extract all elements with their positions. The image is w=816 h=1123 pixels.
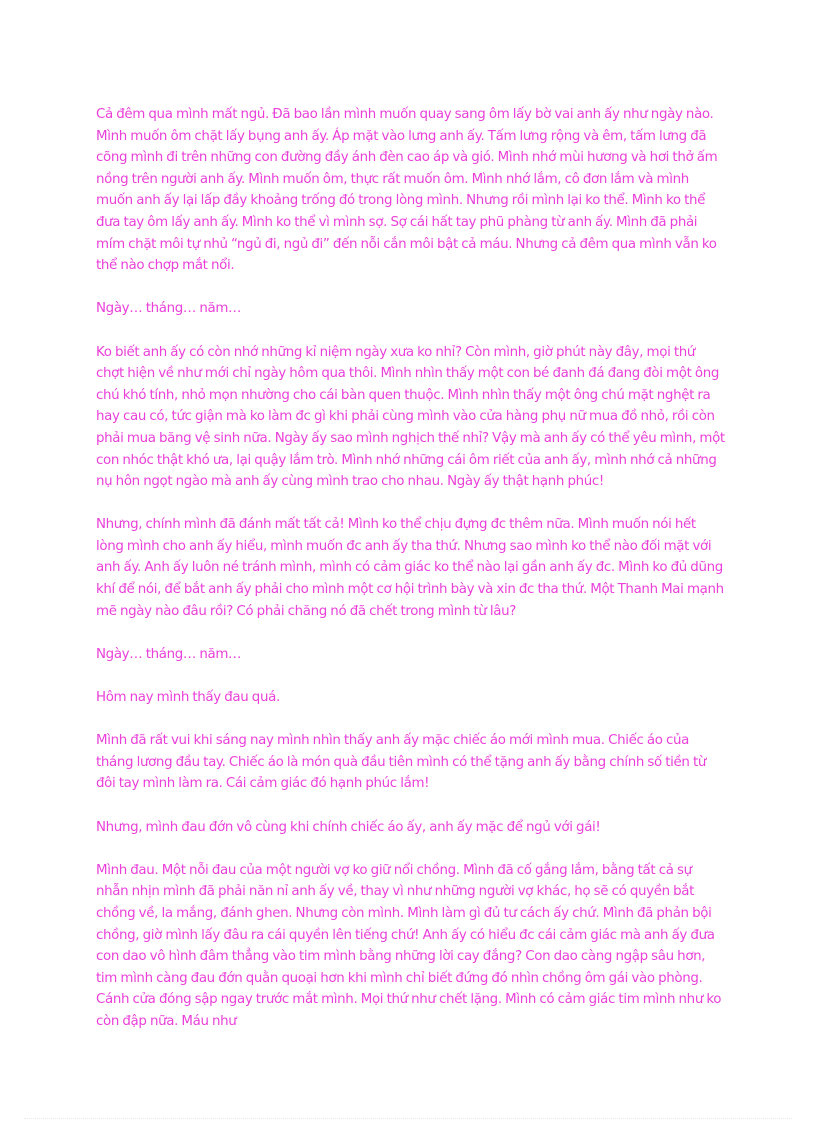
paragraph-pain: Mình đau. Một nỗi đau của một người vợ ko giữ nổi chồng. Mình đã cố gắng lắm, bằng tất cả sự nhẫn nhịn mình đã phải năn nỉ anh ấy về, thay vì như những người vợ khác, họ sẽ có quyền bắt chồng về, la mắng, đánh ghen. Nhưng còn mình. Mình làm gì đủ tư cách ấy chứ. Mình đã phản bội chồng, giờ mình lấy đâu ra cái quyền lên tiếng chứ! Anh ấy có hiểu đc cái cảm giác mà anh ấy đưa con dao vô hình đâm thẳng vào tim mình bằng những lời cay đắng? Con dao càng ngập sâu hơn, tim mình càng đau đớn quằn quoại hơn khi mình chỉ biết đứng đó nhìn chồng ôm gái vào phòng. Cánh cửa đóng sập ngay trước mắt mình. Mọi thứ như chết lặng. Mình có cảm giác tim mình như ko còn đập nữa. Máu như xyxy=(96,862,722,1029)
paragraph-hurting-today: Hôm nay mình thấy đau quá. xyxy=(96,690,280,706)
paragraph-new-shirt: Mình đã rất vui khi sáng nay mình nhìn thấy anh ấy mặc chiếc áo mới mình mua. Chiếc áo của tháng lương đầu tay. Chiếc áo là món quà đầu tiên mình có thể tặng anh ấy bằng chính số tiền từ đôi tay mình làm ra. Cái cảm giác đó hạnh phúc lắm! xyxy=(96,733,707,792)
date-heading: Ngày… tháng… năm… xyxy=(96,301,242,317)
document-body xyxy=(96,104,726,1054)
date-heading: Ngày… tháng… năm… xyxy=(96,646,242,662)
paragraph-sleepless-night: Cả đêm qua mình mất ngủ. Đã bao lần mình muốn quay sang ôm lấy bờ vai anh ấy như ngày nào. Mình muốn ôm chặt lấy bụng anh ấy. Áp mặt vào lưng anh ấy. Tấm lưng rộng và êm, tấm lưng đã cõng mình đi trên những con đường đầy ánh đèn cao áp và gió. Mình nhớ mùi hương và hơi thở ấm nồng trên người anh ấy. Mình muốn ôm, thực rất muốn ôm. Mình nhớ lắm, cô đơn lắm và mình muốn anh ấy lại lấp đầy khoảng trống đó trong lòng mình. Nhưng rồi mình lại ko thể. Mình ko thể đưa tay ôm lấy anh ấy. Mình ko thể vì mình sợ. Sợ cái hất tay phũ phàng từ anh ấy. Mình đã phải mím chặt môi tự nhủ “ngủ đi, ngủ đi” đến nỗi cắn môi bật cả máu. Nhưng cả đêm qua mình vẫn ko thể nào chợp mắt nổi. xyxy=(96,107,718,274)
page-bottom-edge xyxy=(24,1118,792,1119)
paragraph-lost-everything: Nhưng, chính mình đã đánh mất tất cả! Mình ko thể chịu đựng đc thêm nữa. Mình muốn nói hết lòng mình cho anh ấy hiểu, mình muốn đc anh ấy tha thứ. Nhưng sao mình ko thể nào đối mặt với anh ấy. Anh ấy luôn né tránh mình, mình có cảm giác ko thể nào lại gần anh ấy đc. Mình ko đủ dũng khí để nói, để bắt anh ấy phải cho mình một cơ hội trình bày và xin đc tha thứ. Một Thanh Mai mạnh mẽ ngày nào đâu rồi? Có phải chăng nó đã chết trong mình từ lâu? xyxy=(96,517,724,619)
paragraph-betrayal: Nhưng, mình đau đớn vô cùng khi chính chiếc áo ấy, anh ấy mặc để ngủ với gái! xyxy=(96,819,601,835)
paragraph-memories: Ko biết anh ấy có còn nhớ những kỉ niệm ngày xưa ko nhỉ? Còn mình, giờ phút này đây, mọi thứ chợt hiện về như mới chỉ ngày hôm qua thôi. Mình nhìn thấy một con bé đanh đá đang đòi một ông chú khó tính, nhỏ mọn nhường cho cái bàn quen thuộc. Mình nhìn thấy một ông chú mặt nghệt ra hay cau có, tức giận mà ko làm đc gì khi phải cùng mình vào cửa hàng phụ nữ mua đồ nhỏ, rồi còn phải mua băng vệ sinh nữa. Ngày ấy sao mình nghịch thế nhỉ? Vậy mà anh ấy có thể yêu mình, một con nhóc thật khó ưa, lại quậy lắm trò. Mình nhớ những cái ôm riết của anh ấy, mình nhớ cả những nụ hôn ngọt ngào mà anh ấy cùng mình trao cho nhau. Ngày ấy thật hạnh phúc! xyxy=(96,344,725,490)
